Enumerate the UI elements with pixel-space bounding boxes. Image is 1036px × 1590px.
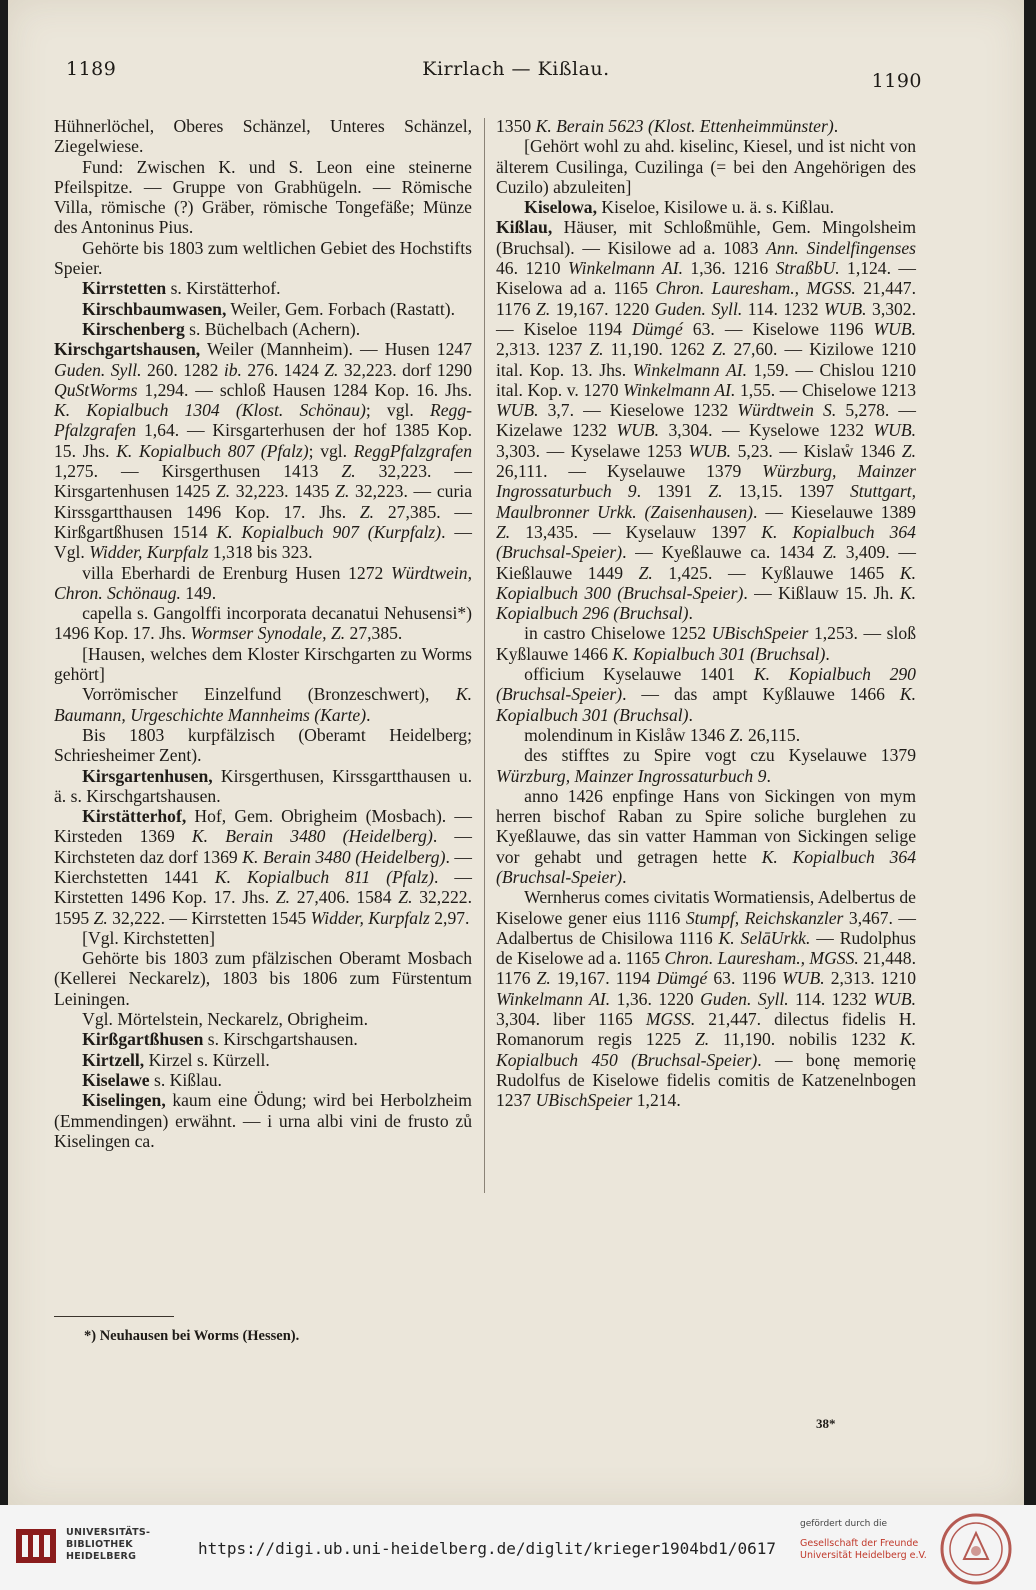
page-number-left: 1189 <box>66 58 117 80</box>
library-logo-icon[interactable] <box>12 1523 62 1569</box>
funder-name[interactable]: Gesellschaft der Freunde Universität Heidelberg e.V. <box>800 1538 927 1561</box>
entry-paragraph: villa Eberhardi de Erenburg Husen 1272 Würdtwein, Chron. Schönaug. 149. <box>54 562 472 603</box>
library-name: UNIVERSITÄTS- BIBLIOTHEK HEIDELBERG <box>66 1527 151 1562</box>
funded-by-label: gefördert durch die <box>800 1519 887 1529</box>
entry-paragraph: Kirrstetten s. Kirstätterhof. <box>82 278 281 299</box>
running-title: Kirrlach — Kißlau. <box>422 58 610 80</box>
entry-paragraph: Hühnerlöchel, Oberes Schänzel, Unteres Schänzel, Ziegelwiese. <box>54 116 472 157</box>
footnote: *) Neuhausen bei Worms (Hessen). <box>84 1328 300 1344</box>
entry-paragraph: Fund: Zwischen K. und S. Leon eine steinerne Pfeilspitze. — Gruppe von Grabhügeln. — Römische Villa, römische (?) Gräber, römische Tongefäße; Münze des Antoninus Pius. <box>54 156 472 238</box>
entry-paragraph: Kißlau, Häuser, mit Schloßmühle, Gem. Mingolsheim (Bruchsal). — Kisilowe ad a. 1083 Ann. Sindelfingenses 46. 1210 Winkelmann AI. 1,36. 1216 StraßbU. 1,124. — Kiselowa ad a. 1165 Chron. Lauresham., MGSS. 21,447. 1176 Z. 19,167. 1220 Guden. Syll. 114. 1232 WUB. 3,302. — Kiseloe 1194 Dümgé 63. — Kiselowe 1196 WUB. 2,313. 1237 Z. 11,190. 1262 Z. 27,60. — Kizilowe 1210 ital. Kop. 13. Jhs. Winkelmann AI. 1,59. — Chislou 1210 ital. Kop. v. 1270 Winkelmann AI. 1,55. — Chiselowe 1213 WUB. 3,7. — Kieselowe 1232 Würdtwein S. 5,278. — Kizelawe 1232 WUB. 3,304. — Kyselowe 1232 WUB. 3,303. — Kyselawe 1253 WUB. 5,23. — Kislaẘ 1346 Z. 26,111. — Kyselauwe 1379 Würzburg, Mainzer Ingrossaturbuch 9. 1391 Z. 13,15. 1397 Stuttgart, Maulbronner Urkk. (Zaisenhausen). — Kieselauwe 1389 Z. 13,435. — Kyselauw 1397 K. Kopialbuch 364 (Bruchsal-Speier). — Kyeßlauwe ca. 1434 Z. 3,409. — Kießlauwe 1449 Z. 1,425. — Kyßlauwe 1465 K. Kopialbuch 300 (Bruchsal-Speier). — Kißlauw 15. Jh. K. Kopialbuch 296 (Bruchsal). <box>496 217 917 624</box>
entry-paragraph: Gehörte bis 1803 zum pfälzischen Oberamt Mosbach (Kellerei Neckarelz), 1803 bis 1806 zum Fürstentum Leiningen. <box>54 948 472 1009</box>
entry-paragraph: Kiselawe s. Kißlau. <box>82 1069 222 1090</box>
permalink-url[interactable]: https://digi.ub.uni-heidelberg.de/diglit/krieger1904bd1/0617 <box>198 1539 776 1558</box>
column-divider <box>484 118 485 1193</box>
entry-paragraph: Kiselowa, Kiseloe, Kisilowe u. ä. s. Kißlau. <box>524 197 834 218</box>
footnote-rule <box>54 1316 174 1317</box>
entry-paragraph: Kirstätterhof, Hof, Gem. Obrigheim (Mosbach). — Kirsteden 1369 K. Berain 3480 (Heidelberg). — Kirchsteten daz dorf 1369 K. Berain 3480 (Heidelberg). — Kierchstetten 1441 K. Kopialbuch 811 (Pfalz). — Kirstetten 1496 Kop. 17. Jhs. Z. 27,406. 1584 Z. 32,222. 1595 Z. 32,222. — Kirrstetten 1545 Widder, Kurpfalz 2,97. <box>54 806 473 928</box>
signature-mark: 38* <box>816 1416 836 1431</box>
entry-paragraph: [Gehört wohl zu ahd. kiselinc, Kiesel, und ist nicht von älterem Cusilinga, Cuzilinga (= bei den Angehörigen des Cuzilo) abzuleiten] <box>496 136 916 197</box>
left-column <box>54 116 472 1151</box>
entry-paragraph: Wernherus comes civitatis Wormatiensis, Adelbertus de Kiselowe gener eius 1116 Stumpf, Reichskanzler 3,467. — Adalbertus de Chisilowa 1116 K. SelāUrkk. — Rudolphus de Kiselowe ad a. 1165 Chron. Lauresham., MGSS. 21,448. 1176 Z. 19,167. 1194 Dümgé 63. 1196 WUB. 2,313. 1210 Winkelmann AI. 1,36. 1220 Guden. Syll. 114. 1232 WUB. 3,304. liber 1165 MGSS. 21,447. dilectus fidelis H. Romanorum regis 1225 Z. 11,190. nobilis 1232 K. Kopialbuch 450 (Bruchsal-Speier). — bonę memorię Rudolfus de Kiselowe fidelis comitis de Katzenelnbogen 1237 UBischSpeier 1,214. <box>496 887 917 1111</box>
entry-paragraph: capella s. Gangolffi incorporata decanatui Nehusensi*) 1496 Kop. 17. Jhs. Wormser Synodale, Z. 27,385. <box>54 603 472 644</box>
right-column <box>496 116 916 1111</box>
entry-paragraph: Kirschenberg s. Büchelbach (Achern). <box>82 318 361 339</box>
entry-paragraph: Kiselingen, kaum eine Ödung; wird bei Herbolzheim (Emmendingen) erwähnt. — i urna albi vini de frusto zů Kiselingen ca. <box>54 1090 472 1151</box>
viewer-footer <box>0 1505 1036 1590</box>
university-seal-icon <box>938 1511 1014 1587</box>
entry-paragraph: 1350 K. Berain 5623 (Klost. Ettenheimmünster). <box>496 116 839 136</box>
entry-paragraph: [Hausen, welches dem Kloster Kirschgarten zu Worms gehört] <box>54 643 472 685</box>
entry-paragraph: des stifftes zu Spire vogt czu Kyselauwe 1379 Würzburg, Mainzer Ingrossaturbuch 9. <box>496 745 916 786</box>
entry-paragraph: officium Kyselauwe 1401 K. Kopialbuch 290 (Bruchsal-Speier). — das ampt Kyßlauwe 1466 K. Kopialbuch 301 (Bruchsal). <box>496 664 916 725</box>
entry-paragraph: Gehörte bis 1803 zum weltlichen Gebiet des Hochstifts Speier. <box>54 237 472 279</box>
entry-paragraph: Kirsgartenhusen, Kirsgerthusen, Kirssgartthausen u. ä. s. Kirschgartshausen. <box>54 765 472 806</box>
entry-paragraph: Kirßgartßhusen s. Kirschgartshausen. <box>82 1029 358 1050</box>
entry-paragraph: Kirschgartshausen, Weiler (Mannheim). — Husen 1247 Guden. Syll. 260. 1282 ib. 276. 1424 Z. 32,223. dorf 1290 QuStWorms 1,294. — schloß Hausen 1284 Kop. 16. Jhs. K. Kopialbuch 1304 (Klost. Schönau); vgl. Regg-Pfalzgrafen 1,64. — Kirsgarterhusen der hof 1385 Kop. 15. Jhs. K. Kopialbuch 807 (Pfalz); vgl. ReggPfalzgrafen 1,275. — Kirsgerthusen 1413 Z. 32,223. — Kirsgartenhusen 1425 Z. 32,223. 1435 Z. 32,223. — curia Kirssgartthausen 1496 Kop. 17. Jhs. Z. 27,385. — Kirßgartßhusen 1514 K. Kopialbuch 907 (Kurpfalz). — Vgl. Widder, Kurpfalz 1,318 bis 323. <box>54 339 473 563</box>
entry-paragraph: Kirtzell, Kirzel s. Kürzell. <box>82 1049 270 1070</box>
scanned-page <box>8 0 1024 1505</box>
page-number-right: 1190 <box>871 70 922 92</box>
entry-paragraph: Vgl. Mörtelstein, Neckarelz, Obrigheim. <box>82 1009 368 1030</box>
entry-paragraph: Kirschbaumwasen, Weiler, Gem. Forbach (Rastatt). <box>82 298 455 319</box>
entry-paragraph: Vorrömischer Einzelfund (Bronzeschwert), K. Baumann, Urgeschichte Mannheims (Karte). <box>54 684 472 725</box>
entry-paragraph: anno 1426 enpfinge Hans von Sickingen von mym herren bischof Raban zu Spire soliche burglehen zu Kyeßlauwe, das sin vatter Hamman von Sickingen selige vor gehabt und getragen hette K. Kopialbuch 364 (Bruchsal-Speier). <box>496 785 916 887</box>
entry-paragraph: [Vgl. Kirchstetten] <box>82 927 216 948</box>
entry-paragraph: molendinum in Kislåw 1346 Z. 26,115. <box>524 724 801 745</box>
entry-paragraph: in castro Chiselowe 1252 UBischSpeier 1,253. — sloß Kyßlauwe 1466 K. Kopialbuch 301 (Bruchsal). <box>496 623 917 664</box>
entry-paragraph: Bis 1803 kurpfälzisch (Oberamt Heidelberg; Schriesheimer Zent). <box>54 724 472 766</box>
